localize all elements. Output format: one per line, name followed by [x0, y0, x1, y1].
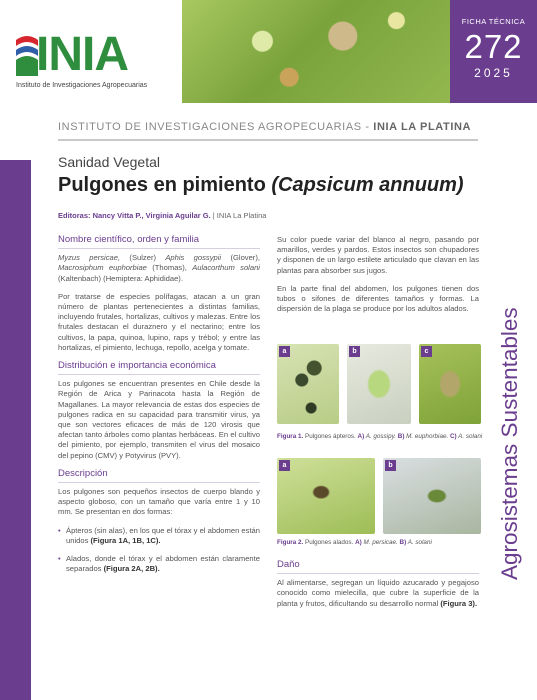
editors-line: [58, 211, 266, 220]
section-title-dano: Daño: [277, 560, 479, 574]
species-3: Macrosiphum euphorbiae: [58, 263, 147, 273]
figure-2-b-letter: B): [399, 539, 407, 546]
figure-2-a-letter: A): [355, 539, 362, 546]
section-title-descripcion: Descripción: [58, 469, 260, 483]
paragraph-distribution: Los pulgones se encuentran presentes en Chile desde la Región de Arica y Parinacota hasta la Región de Magallanes. La mayor relevancia de estas dos especies de pulgones radica en su capacidad para transmitir virus, ya que son vectores eficaces de más de 120 virosis que afectan tanto árboles como plantas herbáceas. En el cultivo del pimiento, por ejemplo, transmiten el virus del mosaico del pepino (CMV) y Potyvirus (PVY).: [58, 379, 260, 460]
species-4-author: (Kaltenbach) (Hemiptera: Aphididae).: [58, 273, 183, 283]
figure-1-b-name: M. euphorbiae.: [404, 433, 450, 440]
bullet-apteros-ref: (Figura 1A, 1B, 1C).: [90, 535, 161, 545]
figure-1-a-name: A. gossipy.: [364, 433, 398, 440]
bullet-apteros-text: Ápteros (sin alas), en los que el tórax y el abdomen están unidos: [66, 525, 260, 545]
institute-bold: INIA LA PLATINA: [373, 121, 472, 133]
category-label: Sanidad Vegetal: [58, 154, 160, 170]
paragraph-dano-text: Al alimentarse, segregan un líquido azucarado y pegajoso conocido como mielecilla, que cubre la superficie de la planta y frutos, dificultando su desarrollo normal: [277, 578, 479, 608]
figure-2-caption: [277, 539, 487, 548]
figure-2-a-name: M. persicae.: [361, 539, 400, 546]
side-section-label: Agrosistemas Sustentables: [497, 307, 522, 580]
figure-2a-image: [277, 458, 375, 534]
ficha-year: 2025: [474, 66, 513, 80]
paragraph-dano-ref: (Figura 3).: [440, 598, 478, 608]
editors-org: | INIA La Platina: [210, 211, 267, 220]
right-column: [277, 235, 479, 322]
paragraph-hosts: Por tratarse de especies polífagas, atacan a un gran número de plantas pertenecientes a distintas familias, incluyendo frutales, hortalizas, cultivos y malezas. Entre los frutales destacan el duraznero y el nectarino; entre los cultivos, la papa, quinoa, lupino, raps y trébol; y entre las hortalizas, el pimiento, lechuga, repollo, acelga y tomate.: [58, 291, 260, 352]
figure-2-row: [277, 458, 481, 534]
species-2: Aphis gossypii: [165, 253, 222, 263]
page-title: [58, 174, 464, 197]
ficha-label: FICHA TÉCNICA: [461, 17, 526, 26]
species-2-author: (Glover),: [221, 253, 260, 263]
figure-2b-tag: b: [385, 460, 396, 471]
figure-2a-tag: a: [279, 460, 290, 471]
figure-1a-image: [277, 344, 339, 424]
bullet-alados-text: Alados, donde el tórax y el abdomen están claramente separados: [66, 554, 260, 574]
editors-names: Editoras: Nancy Vitta P., Virginia Aguilar G.: [58, 211, 211, 220]
paragraph-dano: [277, 578, 479, 609]
figure-1b-tag: b: [349, 346, 360, 357]
figure-1-caption: [277, 433, 487, 442]
section-dano: [277, 560, 479, 617]
paragraph-description: Los pulgones son pequeños insectos de cuerpo blando y aspecto globoso, con un tamaño que varía entre 1 y 10 mm. Se presentan en dos formas:: [58, 487, 260, 517]
figure-1-b-letter: B): [397, 433, 405, 440]
left-accent-bar: [0, 160, 31, 700]
ficha-tecnica-box: [450, 0, 537, 103]
figure-2-b-name: A. solani: [406, 539, 432, 546]
figure-1c-tag: c: [421, 346, 432, 357]
figure-1-a-letter: A): [357, 433, 365, 440]
institute-rule: [58, 139, 478, 141]
figure-1-text: Pulgones ápteros.: [303, 433, 358, 440]
logo-subtitle: Instituto de Investigaciones Agropecuarias: [16, 82, 148, 89]
bullet-apteros: [58, 526, 260, 546]
ficha-number: 272: [464, 28, 523, 65]
left-column: [58, 235, 260, 582]
figure-1c-image: [419, 344, 481, 424]
title-italic: (Capsicum annuum): [271, 174, 464, 196]
institute-line: [58, 121, 471, 133]
figure-2-label: Figura 2.: [277, 539, 304, 546]
figure-1-c-letter: C): [449, 433, 457, 440]
figure-1a-tag: a: [279, 346, 290, 357]
bullet-alados: [58, 554, 260, 574]
figure-1-row: [277, 344, 481, 424]
species-4: Aulacorthum solani: [192, 263, 260, 273]
species-1: Myzus persicae,: [58, 253, 121, 263]
logo-text: INIA: [36, 28, 128, 81]
header-photo-aphids: [182, 0, 450, 103]
figure-2-text: Pulgones alados.: [303, 539, 356, 546]
logo-area: [0, 0, 182, 103]
section-title-nombre: Nombre científico, orden y familia: [58, 235, 260, 249]
section-title-distribucion: Distribución e importancia económica: [58, 361, 260, 375]
paragraph-abdomen: En la parte final del abdomen, los pulgones tienen dos tubos o sifones de diferentes tamaños y formas. La dispersión de la plaga se produce por los adultos alados.: [277, 283, 479, 314]
figure-1-c-name: A. solani: [456, 433, 483, 440]
page-header: [0, 0, 537, 103]
bullet-alados-ref: (Figura 2A, 2B).: [103, 564, 160, 574]
institute-prefix: INSTITUTO DE INVESTIGACIONES AGROPECUARIAS -: [58, 121, 374, 133]
species-3-author: (Thomas),: [146, 263, 193, 273]
species-1-author: (Sulzer): [120, 253, 166, 263]
inia-logo: [14, 30, 172, 92]
figure-1-label: Figura 1.: [277, 433, 304, 440]
paragraph-species: [58, 253, 260, 284]
figure-1b-image: [347, 344, 411, 424]
title-main: Pulgones en pimiento: [58, 174, 272, 196]
paragraph-color: Su color puede variar del blanco al negro, pasando por amarillos, verdes y pardos. Estos insectos son chupadores y disponen de un largo estilete articulado que clavan en las plantas para absorber sus jugos.: [277, 235, 479, 275]
figure-2b-image: [383, 458, 481, 534]
